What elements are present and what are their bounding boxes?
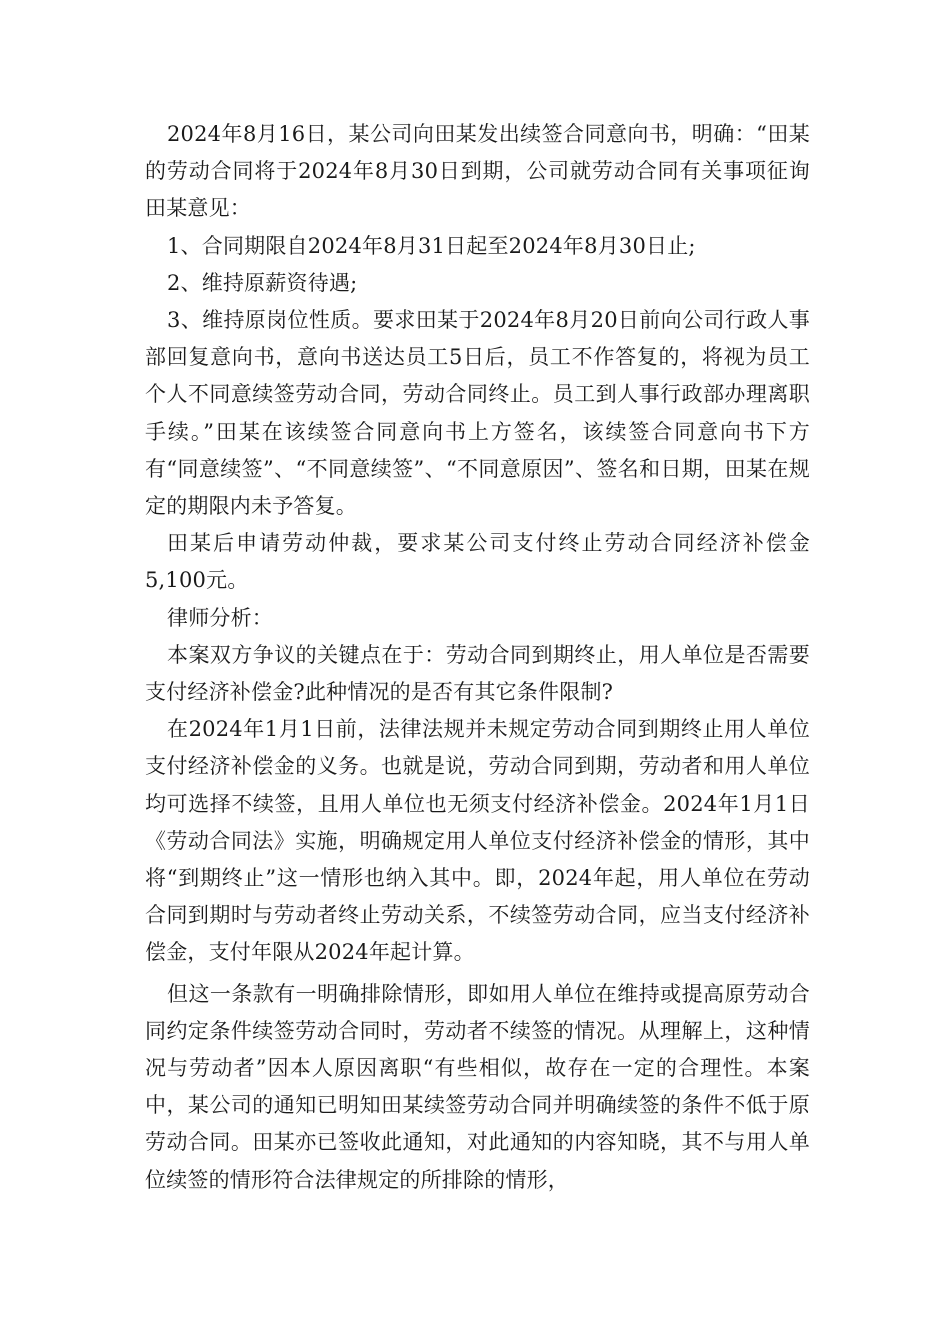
paragraph-exclusion: 但这一条款有一明确排除情形，即如用人单位在维持或提高原劳动合同约定条件续签劳动合同时，劳动者不续签的情况。从理解上，这种情况与劳动者”因本人原因离职“有些相似，故存在一定的合理性。本案中，某公司的通知已明知田某续签劳动合同并明确续签的条件不低于原劳动合同。田某亦已签收此通知，对此通知的内容知晓，其不与用人单位续签的情形符合法律规定的所排除的情形， [145, 981, 810, 1192]
paragraph-item-1: 1、合同期限自2024年8月31日起至2024年8月30日止; [167, 233, 696, 258]
paragraph-law-history: 在2024年1月1日前，法律法规并未规定劳动合同到期终止用人单位支付经济补偿金的义务。也就是说，劳动合同到期，劳动者和用人单位均可选择不续签，且用人单位也无须支付经济补偿金。2024年1月1日《劳动合同法》实施，明确规定用人单位支付经济补偿金的情形，其中将“到期终止”这一情形也纳入其中。即，2024年起，用人单位在劳动合同到期时与劳动者终止劳动关系，不续签劳动合同，应当支付经济补偿金，支付年限从2024年起计算。 [145, 717, 810, 965]
paragraph-item-3: 3、维持原岗位性质。要求田某于2024年8月20日前向公司行政人事部回复意向书，意向书送达员工5日后，员工不作答复的，将视为员工个人不同意续签劳动合同，劳动合同终止。员工到人事行政部办理离职手续。”田某在该续签合同意向书上方签名，该续签合同意向书下方有“同意续签”、“不同意续签”、“不同意原因”、签名和日期，田某在规定的期限内未予答复。 [145, 308, 810, 519]
paragraph-dispute-point: 本案双方争议的关键点在于：劳动合同到期终止，用人单位是否需要支付经济补偿金?此种情况的是否有其它条件限制? [145, 642, 810, 705]
paragraph-notice: 2024年8月16日，某公司向田某发出续签合同意向书，明确：“田某的劳动合同将于2024年8月30日到期，公司就劳动合同有关事项征询田某意见： [145, 122, 810, 221]
paragraph-arbitration: 田某后申请劳动仲裁，要求某公司支付终止劳动合同经济补偿金5,100元。 [145, 531, 810, 593]
paragraph-item-2: 2、维持原薪资待遇; [167, 270, 358, 295]
document-body [145, 116, 810, 1199]
paragraph-lawyer-heading: 律师分析： [167, 605, 273, 630]
